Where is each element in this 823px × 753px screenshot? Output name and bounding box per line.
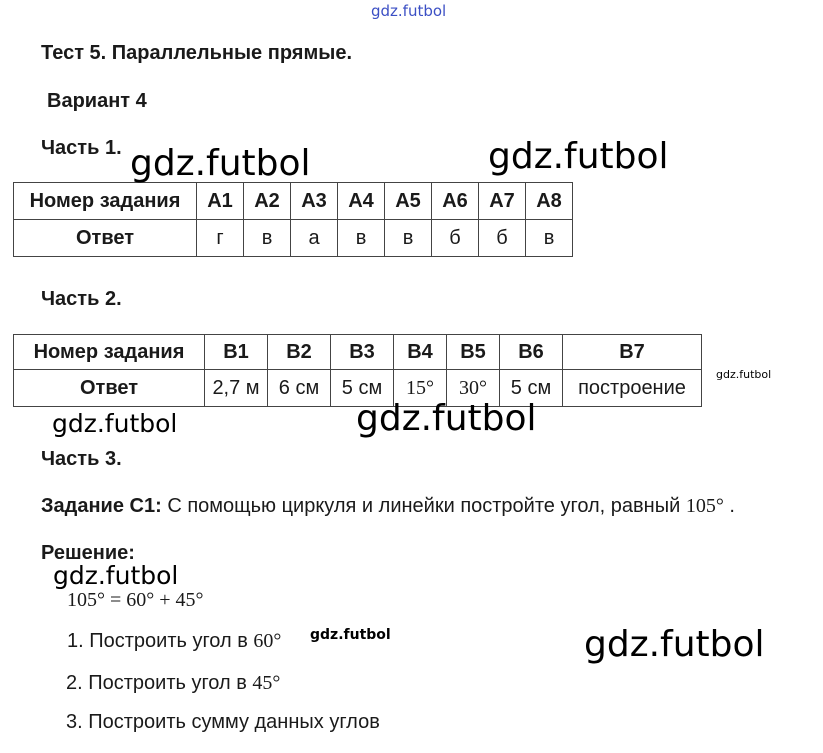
part1-header-row [14, 183, 573, 220]
test-title: Тест 5. Параллельные прямые. [41, 42, 352, 64]
part2-col: B1 [205, 335, 268, 370]
solution-step [66, 672, 280, 695]
part1-answer: в [526, 220, 573, 257]
part1-col: A1 [197, 183, 244, 220]
part2-answer: 2,7 м [205, 370, 268, 407]
watermark: gdz.futbol [310, 627, 391, 643]
step-math: 60° [253, 630, 282, 652]
solution-step [67, 630, 281, 653]
part1-col: A7 [479, 183, 526, 220]
part1-col: A3 [291, 183, 338, 220]
part1-col: A5 [385, 183, 432, 220]
step-math: 45° [252, 672, 281, 694]
part1-col: A4 [338, 183, 385, 220]
part2-answer-label: Ответ [14, 370, 205, 407]
part3-label: Часть 3. [41, 448, 122, 470]
task-angle: 105° [685, 495, 724, 517]
solution-equation: 105° = 60° + 45° [67, 589, 204, 611]
part2-answer: 6 см [268, 370, 331, 407]
part1-answer: в [244, 220, 291, 257]
step-text: 1. Построить угол в [67, 630, 248, 652]
part2-header-row [14, 335, 702, 370]
part2-head-label: Номер задания [14, 335, 205, 370]
task-c1 [41, 495, 735, 518]
part2-col: B4 [394, 335, 447, 370]
part2-col: B2 [268, 335, 331, 370]
part2-table [13, 334, 702, 407]
part2-answer: 5 см [500, 370, 563, 407]
solution-step [66, 711, 380, 734]
step-text: 3. Построить сумму данных углов [66, 711, 380, 733]
part2-answer: построение [563, 370, 702, 407]
watermark: gdz.futbol [584, 624, 765, 665]
part1-answer: в [338, 220, 385, 257]
step-text: 2. Построить угол в [66, 672, 247, 694]
part1-col: A8 [526, 183, 573, 220]
part1-col: A6 [432, 183, 479, 220]
part1-table [13, 182, 573, 257]
watermark: gdz.futbol [488, 136, 669, 177]
watermark: gdz.futbol [53, 561, 179, 590]
part1-col: A2 [244, 183, 291, 220]
watermark: gdz.futbol [356, 398, 537, 439]
part2-answer: 15° [394, 370, 447, 407]
part2-col: B7 [563, 335, 702, 370]
task-end: . [729, 495, 735, 517]
solution-label: Решение: [41, 542, 135, 564]
part2-answer: 30° [447, 370, 500, 407]
part2-col: B3 [331, 335, 394, 370]
part1-answer: б [432, 220, 479, 257]
task-label: Задание С1: [41, 495, 162, 517]
watermark-top: gdz.futbol [371, 2, 447, 20]
watermark: gdz.futbol [52, 409, 178, 438]
part2-answer: 5 см [331, 370, 394, 407]
part1-label: Часть 1. [41, 137, 122, 159]
part2-col: B6 [500, 335, 563, 370]
part1-answer: б [479, 220, 526, 257]
part2-label: Часть 2. [41, 288, 122, 310]
part1-head-label: Номер задания [14, 183, 197, 220]
part2-col: B5 [447, 335, 500, 370]
variant-label: Вариант 4 [47, 90, 147, 112]
part1-answer-row [14, 220, 573, 257]
part1-answer: в [385, 220, 432, 257]
part1-answer-label: Ответ [14, 220, 197, 257]
watermark: gdz.futbol [716, 368, 772, 381]
part1-answer: г [197, 220, 244, 257]
part1-answer: а [291, 220, 338, 257]
watermark: gdz.futbol [130, 143, 311, 184]
task-text: С помощью циркуля и линейки постройте угол, равный [167, 495, 681, 517]
